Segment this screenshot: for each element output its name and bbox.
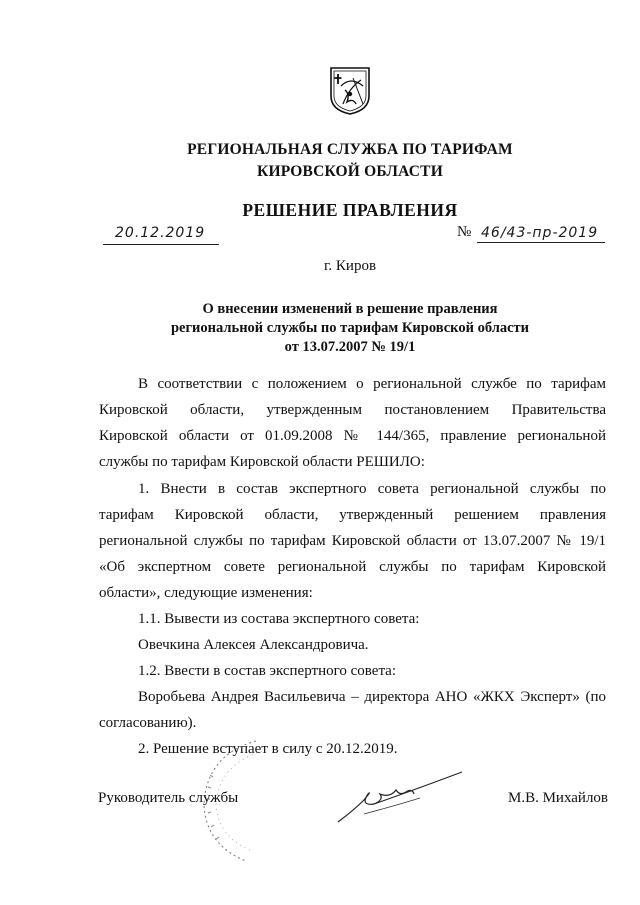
paragraph-6-line-2: согласованию). <box>99 715 197 731</box>
paragraph-2-line-5: области», следующие изменения: <box>99 585 313 601</box>
document-title: РЕШЕНИЕ ПРАВЛЕНИЯ <box>242 200 458 220</box>
paragraph-2-line-1: 1. Внести в состав экспертного совета региональной службы по <box>138 481 606 497</box>
signatory-name: М.В. Михайлов <box>508 790 609 806</box>
paragraph-5: 1.2. Ввести в состав экспертного совета: <box>138 663 397 679</box>
subject-line3: от 13.07.2007 № 19/1 <box>284 339 416 355</box>
paragraph-1-line-1: В соответствии с положением о региональной службе по тарифам <box>138 376 606 392</box>
subject-line1: О внесении изменений в решение правления <box>202 301 498 317</box>
paragraph-6-line-1: Воробьева Андрея Васильевича – директора АНО «ЖКХ Эксперт» (по <box>138 689 606 705</box>
decision-date: 20.12.2019 <box>115 225 206 241</box>
paragraph-2-line-3: региональной службы по тарифам Кировской области от 13.07.2007 № 19/1 <box>99 533 606 549</box>
paragraph-4: Овечкина Алексея Александровича. <box>138 637 369 653</box>
decision-number-field <box>457 222 605 244</box>
paragraph-3: 1.1. Вывести из состава экспертного совета: <box>138 611 420 627</box>
paragraph-2-line-4: «Об экспертном совете региональной службы по тарифам Кировской <box>99 559 606 575</box>
paragraph-1-line-2: Кировской области, утвержденным постановлением Правительства <box>99 402 606 418</box>
paragraph-1-line-4: службы по тарифам Кировской области РЕШИЛО: <box>99 454 425 470</box>
number-sign: № <box>457 224 472 240</box>
handwritten-signature-icon <box>334 760 474 830</box>
decision-number: 46/43-пр-2019 <box>481 225 599 241</box>
decision-date-field <box>103 222 219 245</box>
paragraph-1-line-3: Кировской области от 01.09.2008 № 144/365, правление региональной <box>99 428 606 444</box>
decision-number-underline <box>477 222 605 243</box>
organization-name-line1: РЕГИОНАЛЬНАЯ СЛУЖБА ПО ТАРИФАМ <box>187 141 513 158</box>
kirov-oblast-coat-of-arms-icon <box>329 66 371 116</box>
organization-name-line2: КИРОВСКОЙ ОБЛАСТИ <box>257 163 443 180</box>
city: г. Киров <box>323 258 377 274</box>
paragraph-7: 2. Решение вступает в силу с 20.12.2019. <box>138 741 398 757</box>
signatory-position: Руководитель службы <box>98 790 239 806</box>
paragraph-2-line-2: тарифам Кировской области, утвержденный решением правления <box>99 507 606 523</box>
subject-line2: региональной службы по тарифам Кировской области <box>170 320 530 336</box>
